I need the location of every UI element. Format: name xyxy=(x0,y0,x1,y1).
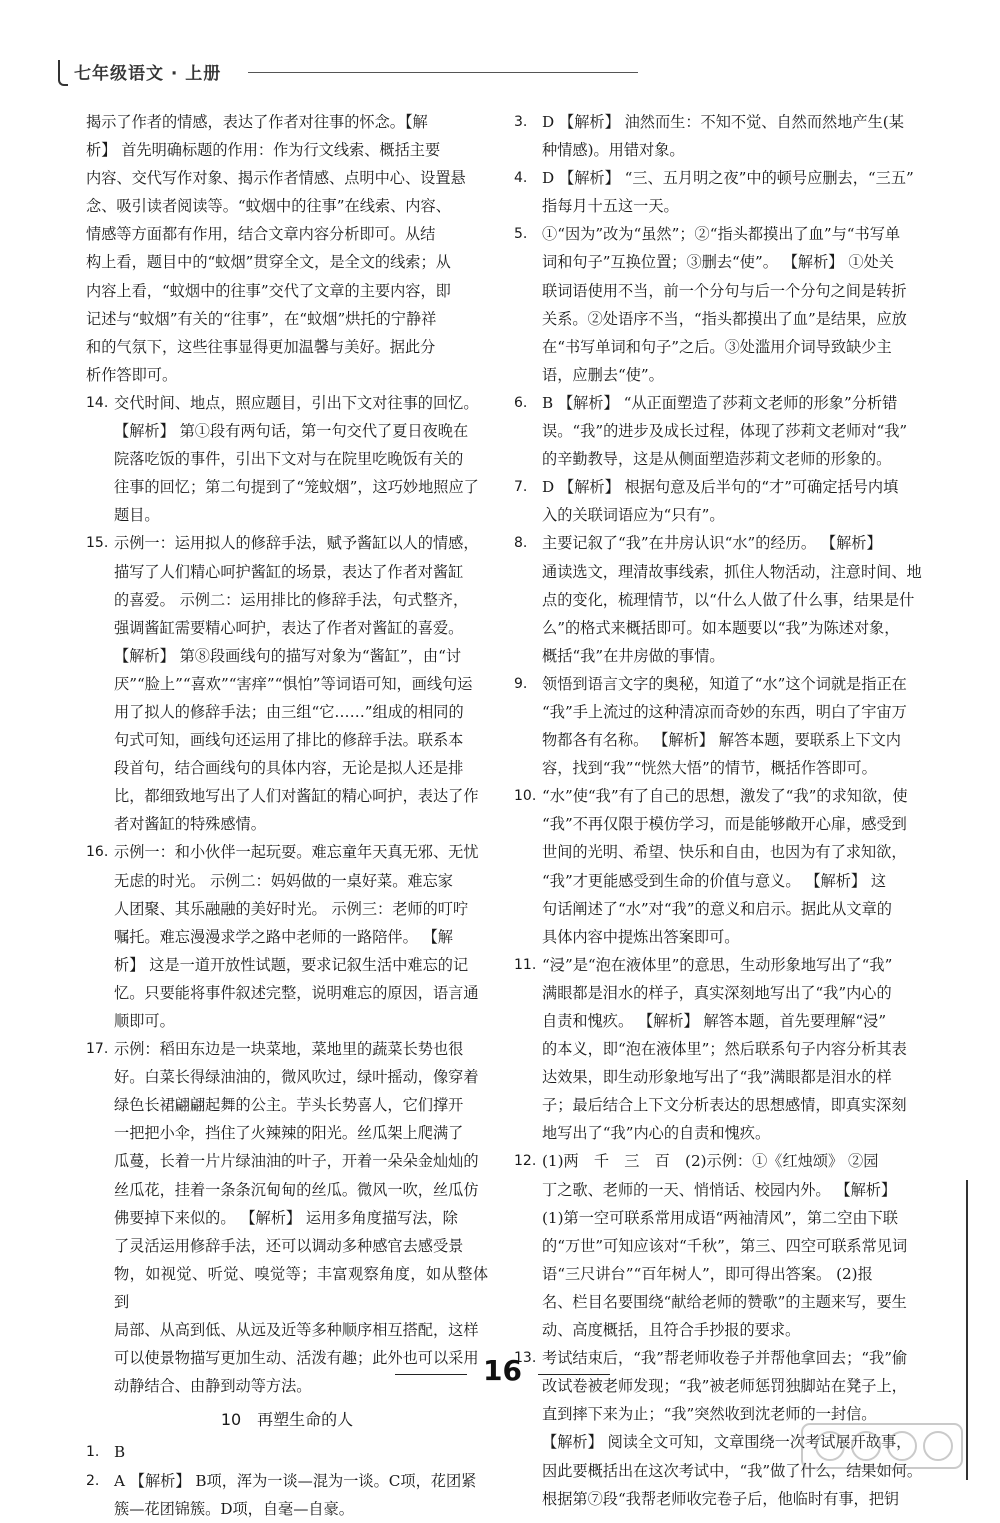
question-number: 17. xyxy=(86,1041,109,1058)
answer-text xyxy=(542,389,940,473)
question-number: 15. xyxy=(86,535,109,552)
text-line: 概括“我”在井房做的事情。 xyxy=(542,646,725,665)
text-line: 因此要概括出在这次考试中，“我”做了什么，结果如何。 xyxy=(542,1461,923,1480)
text-line: A 【解析】 B项，浑为一谈—混为一谈。C项，花团紧 xyxy=(114,1471,477,1490)
text-line: 情感等方面都有作用，结合文章内容分析即可。从结 xyxy=(86,225,436,244)
left-column xyxy=(86,108,488,1523)
answer-text xyxy=(542,782,940,951)
answer-10 xyxy=(514,782,940,951)
text-line: 示例一：和小伙伴一起玩耍。难忘童年天真无邪、无忧 xyxy=(114,843,479,862)
text-line: 地写出了“我”内心的自责和愧疚。 xyxy=(542,1124,771,1143)
question-number: 13. xyxy=(514,1350,537,1367)
text-line: 构上看，题目中的“蚊烟”贯穿全文，是全文的线索；从 xyxy=(86,253,451,272)
text-line: 世间的光明、希望、快乐和自由，也因为有了求知欲， xyxy=(542,843,907,862)
text-line: 种情感)。用错对象。 xyxy=(542,141,685,160)
text-line: 关系。②处语序不当，“指头都摸出了血”是结果，应放 xyxy=(542,309,907,328)
question-number: 16. xyxy=(86,844,109,861)
text-line: 丁之歌、老师的一天、悄悄话、校园内外。 【解析】 xyxy=(542,1180,897,1199)
book-title: 七年级语文 · 上册 xyxy=(74,64,222,84)
text-line: “水”使“我”有了自己的思想，激发了“我”的求知欲，使 xyxy=(542,787,908,806)
answer-12 xyxy=(514,1147,940,1344)
text-line: 【解析】 第①段有两句话，第一句交代了夏日夜晚在 xyxy=(114,422,469,441)
text-line: 无虑的时光。 示例二：妈妈做的一桌好菜。难忘家 xyxy=(114,871,453,890)
answer-17 xyxy=(86,1035,488,1400)
text-line: 句式可知，画线句还运用了排比的修辞手法。联系本 xyxy=(114,731,464,750)
answer-15 xyxy=(86,529,488,838)
answer-text xyxy=(542,670,940,782)
answer-8 xyxy=(514,529,940,669)
page-footer xyxy=(395,1354,610,1394)
text-line: 【解析】 第⑧段画线句的描写对象为“酱缸”，由“讨 xyxy=(114,646,462,665)
answer-11 xyxy=(514,951,940,1148)
text-line: 满眼都是泪水的样子，真实深刻地写出了“我”内心的 xyxy=(542,983,892,1002)
text-line: 顺即可。 xyxy=(114,1012,175,1030)
text-line: 的喜爱。 示例二：运用排比的修辞手法，句式整齐， xyxy=(114,590,469,609)
text-line: 人团聚、其乐融融的美好时光。 示例三：老师的叮咛 xyxy=(114,899,469,918)
text-line: 忆。只要能将事件叙述完整，说明难忘的原因，语言通 xyxy=(114,983,479,1002)
text-line: 联词语使用不当，前一个分句与后一个分句之间是转折 xyxy=(542,281,907,300)
text-line: 段首句，结合画线句的具体内容，无论是拟人还是排 xyxy=(114,759,464,778)
text-line: 的“万世”可知应该对“千秋”，第三、四空可联系常见词 xyxy=(542,1236,908,1255)
answer-4 xyxy=(514,164,940,220)
text-line: 词和句子”互换位置；③删去“使”。 【解析】 ①处关 xyxy=(542,253,894,272)
text-line: 物都各有名称。 【解析】 解答本题，要联系上下文内 xyxy=(542,731,901,750)
answer-5 xyxy=(514,220,940,389)
text-line: 强调酱缸需要精心呵护，表达了作者对酱缸的喜爱。 xyxy=(114,618,464,637)
text-line: 示例一：运用拟人的修辞手法，赋予酱缸以人的情感， xyxy=(114,534,479,553)
text-line: 在“书写单词和句子”之后。③处滥用介词导致缺少主 xyxy=(542,337,892,356)
text-line: 的辛勤教导，这是从侧面塑造莎莉文老师的形象的。 xyxy=(542,450,892,469)
answer-text xyxy=(542,473,940,529)
text-line: 析作答即可。 xyxy=(86,365,178,384)
text-line: 通读选文，理清故事线索，抓住人物活动，注意时间、地 xyxy=(542,562,922,581)
answer-text xyxy=(114,838,488,1035)
answer-2 xyxy=(86,1467,488,1523)
text-line: 语“三尺讲台”“百年树人”，即可得出答案。 (2)报 xyxy=(542,1264,873,1283)
answer-16 xyxy=(86,838,488,1035)
text-line: 主要记叙了“我”在井房认识“水”的经历。 【解析】 xyxy=(542,534,882,553)
text-line: 点的变化，梳理情节，以“什么人做了什么事，结果是什 xyxy=(542,590,915,609)
text-line: 局部、从高到低、从远及近等多种顺序相互搭配，这样 xyxy=(114,1321,479,1340)
text-line: 内容、交代写作对象、揭示作者情感、点明中心、设置悬 xyxy=(86,169,466,188)
text-line: 丝瓜花，挂着一条条沉甸甸的丝瓜。微风一吹，丝瓜仿 xyxy=(114,1180,479,1199)
text-line: 厌”“脸上”“喜欢”“害痒”“惧怕”等词语可知，画线句运 xyxy=(114,674,473,693)
answer-text xyxy=(542,951,940,1148)
text-line: 动静结合、由静到动等方法。 xyxy=(114,1377,312,1396)
text-line: 容，找到“我”“恍然大悟”的情节，概括作答即可。 xyxy=(542,759,877,778)
text-line: 瓜蔓，长着一片片绿油油的叶子，开着一朵朵金灿灿的 xyxy=(114,1152,479,1171)
answer-text xyxy=(114,1035,488,1400)
text-line: 描写了人们精心呵护酱缸的场景，表达了作者对酱缸 xyxy=(114,562,464,581)
answer-text xyxy=(114,529,488,838)
text-line: 比，都细致地写出了人们对酱缸的精心呵护，表达了作 xyxy=(114,787,479,806)
text-line: “我”不再仅限于模仿学习，而是能够敞开心扉，感受到 xyxy=(542,815,907,834)
text-line: 用了拟人的修辞手法；由三组“它……”组成的相同的 xyxy=(114,702,464,721)
text-line: 可以使景物描写更加生动、活泼有趣；此外也可以采用 xyxy=(114,1349,479,1368)
text-line: 嘱托。难忘漫漫求学之路中老师的一路陪伴。 【解 xyxy=(114,927,453,946)
question-number: 5. xyxy=(514,226,528,243)
text-line: 记述与“蚊烟”有关的“往事”，在“蚊烟”烘托的宁静祥 xyxy=(86,309,437,328)
question-number: 11. xyxy=(514,956,537,973)
answer-text xyxy=(114,1467,488,1523)
text-line: 自责和愧疚。 【解析】 解答本题，首先要理解“浸” xyxy=(542,1012,887,1030)
answer-text xyxy=(542,164,940,220)
question-number: 4. xyxy=(514,170,528,187)
answer-7 xyxy=(514,473,940,529)
question-number: 7. xyxy=(514,479,528,496)
question-number: 1. xyxy=(86,1444,100,1461)
text-line: 么”的格式来概括即可。如本题要以“我”为陈述对象， xyxy=(542,618,900,637)
answer-text xyxy=(114,389,488,529)
text-line: 物，如视觉、听觉、嗅觉等；丰富观察角度，如从整体到 xyxy=(114,1264,488,1311)
text-line: 佛要掉下来似的。 【解析】 运用多角度描写法，除 xyxy=(114,1208,458,1227)
text-line: D 【解析】 油然而生：不知不觉、自然而然地产生(某 xyxy=(542,113,904,131)
text-line: 入的关联词语应为“只有”。 xyxy=(542,506,725,525)
text-line: 析】 这是一道开放性试题，要求记叙生活中难忘的记 xyxy=(114,955,469,974)
answer-text xyxy=(114,1438,488,1466)
text-line: B 【解析】 “从正面塑造了莎莉文老师的形象”分析错 xyxy=(542,393,898,412)
text-line: 交代时间、地点，照应题目，引出下文对往事的回忆。 xyxy=(114,393,479,412)
text-line: D 【解析】 “三、五月明之夜”中的顿号应删去，“三五” xyxy=(542,169,914,188)
text-line: B xyxy=(114,1443,126,1462)
text-line: 往事的回忆；第二句提到了“笼蚊烟”，这巧妙地照应了 xyxy=(114,478,479,497)
text-line: ①“因为”改为“虽然”；②“指头都摸出了血”与“书写单 xyxy=(542,225,901,244)
text-line: “我”手上流过的这种清凉而奇妙的东西，明白了宇宙万 xyxy=(542,702,907,721)
answer-9 xyxy=(514,670,940,782)
answer-6 xyxy=(514,389,940,473)
answer-text xyxy=(542,1147,940,1344)
text-line: 直到摔下来为止；“我”突然收到沈老师的一封信。 xyxy=(542,1405,877,1424)
text-line: 领悟到语言文字的奥秘，知道了“水”这个词就是指正在 xyxy=(542,674,907,693)
text-line: 析】 首先明确标题的作用：作为行文线索、概括主要 xyxy=(86,141,441,160)
question-number: 8. xyxy=(514,535,528,552)
text-line: 误。“我”的进步及成长过程，体现了莎莉文老师对“我” xyxy=(542,422,908,441)
text-line: 【解析】 阅读全文可知，文章围绕一次考试展开故事， xyxy=(542,1433,912,1452)
text-line: 具体内容中提炼出答案即可。 xyxy=(542,927,740,946)
right-column xyxy=(514,108,940,1513)
answer-text xyxy=(542,220,940,389)
text-line: 揭示了作者的情感，表达了作者对往事的怀念。【解 xyxy=(86,113,428,131)
section-title: 10 再塑生命的人 xyxy=(220,1410,354,1430)
question-number: 3. xyxy=(514,114,528,130)
page-number: 16 xyxy=(483,1354,522,1387)
text-line: 好。白菜长得绿油油的，微风吹过，绿叶摇动，像穿着 xyxy=(114,1068,479,1087)
footer-rule-right xyxy=(538,1374,610,1375)
header-bracket-icon xyxy=(58,60,68,86)
text-line: 了灵活运用修辞手法，还可以调动多种感官去感受景 xyxy=(114,1236,464,1255)
text-line: (1)两 千 三 百 (2)示例：①《红烛颂》 ②园 xyxy=(542,1152,879,1171)
question-number: 2. xyxy=(86,1472,100,1489)
text-line: 名、栏目名要围绕“献给老师的赞歌”的主题来写，要生 xyxy=(542,1292,907,1311)
question-number: 6. xyxy=(514,394,528,411)
text-line: D 【解析】 根据句意及后半句的“才”可确定括号内填 xyxy=(542,478,899,497)
question-number: 9. xyxy=(514,675,528,692)
answer-text xyxy=(542,529,940,669)
text-line: 念、吸引读者阅读等。“蚊烟中的往事”在线索、内容、 xyxy=(86,197,451,216)
text-line: 根据第⑦段“我帮老师收完卷子后，他临时有事，把钥 xyxy=(542,1489,900,1508)
text-line: 一把把小伞，挡住了火辣辣的阳光。丝瓜架上爬满了 xyxy=(114,1124,464,1143)
header-rule xyxy=(248,72,638,73)
watermark-logo-icon xyxy=(800,1420,970,1480)
answer-1 xyxy=(86,1438,488,1466)
question-number: 14. xyxy=(86,394,109,411)
text-line: 者对酱缸的特殊感情。 xyxy=(114,815,266,834)
text-line: 子；最后结合上下文分析表达的思想感情，即真实深刻 xyxy=(542,1096,907,1115)
text-line: 的本义，即“泡在液体里”；然后联系句子内容分析其表 xyxy=(542,1040,907,1059)
text-line: 内容上看，“蚊烟中的往事”交代了文章的主要内容，即 xyxy=(86,281,451,300)
answer-text xyxy=(542,108,940,164)
question-number: 12. xyxy=(514,1153,537,1170)
answer-intro xyxy=(86,108,488,389)
text-line: 和的气氛下，这些往事显得更加温馨与美好。据此分 xyxy=(86,337,436,356)
answer-14 xyxy=(86,389,488,529)
text-line: 句话阐述了“水”对“我”的意义和启示。据此从文章的 xyxy=(542,899,892,918)
text-line: 院落吃饭的事件，引出下文对与在院里吃晚饭有关的 xyxy=(114,450,464,469)
text-line: “浸”是“泡在液体里”的意思，生动形象地写出了“我” xyxy=(542,955,893,974)
text-line: 簇—花团锦簇。D项，自毫—自豪。 xyxy=(114,1499,354,1518)
text-line: 达效果，即生动形象地写出了“我”满眼都是泪水的样 xyxy=(542,1068,892,1087)
page-header xyxy=(58,58,638,88)
text-line: 考试结束后，“我”帮老师收卷子并帮他拿回去；“我”偷 xyxy=(542,1349,908,1368)
watermark-stamp-icon xyxy=(800,1420,970,1480)
text-line: “我”才更能感受到生命的价值与意义。 【解析】 这 xyxy=(542,871,887,890)
text-line: (1)第一空可联系常用成语“两袖清风”，第二空由下联 xyxy=(542,1208,898,1227)
text-line: 示例：稻田东边是一块菜地，菜地里的蔬菜长势也很 xyxy=(114,1040,464,1059)
text-line: 动、高度概括，且符合手抄报的要求。 xyxy=(542,1321,801,1340)
question-number: 10. xyxy=(514,788,537,805)
text-line: 题目。 xyxy=(114,506,160,525)
answer-3 xyxy=(514,108,940,164)
text-line: 指每月十五这一天。 xyxy=(542,197,679,216)
text-line: 改试卷被老师发现；“我”被老师惩罚独脚站在凳子上， xyxy=(542,1377,907,1396)
text-line: 绿色长裙翩翩起舞的公主。芋头长势喜人，它们撑开 xyxy=(114,1096,464,1115)
text-line: 语，应删去“使”。 xyxy=(542,365,664,384)
